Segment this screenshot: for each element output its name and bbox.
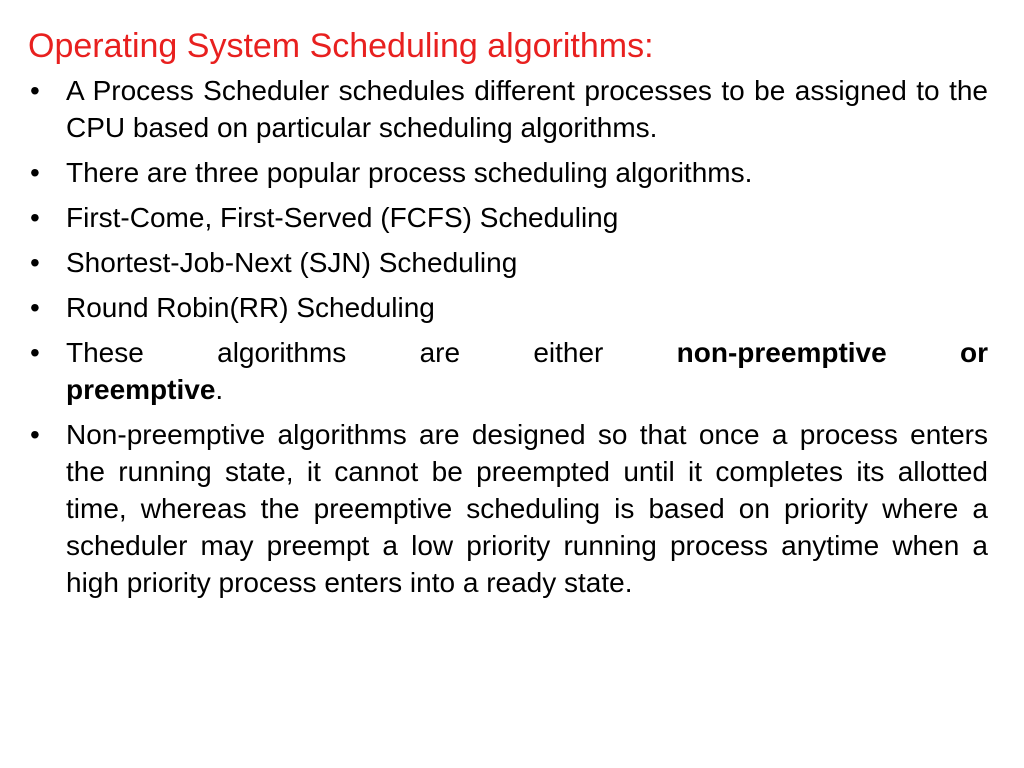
bullet-icon: • — [30, 337, 40, 368]
slide-title: Operating System Scheduling algorithms: — [28, 27, 654, 65]
bullet-text-prefix: These algorithms are either — [66, 337, 677, 368]
bullet-item — [28, 199, 988, 236]
bullet-item — [28, 154, 988, 191]
bullet-text-suffix: . — [215, 374, 224, 405]
bullet-text: A Process Scheduler schedules different processes to be assigned to the CPU based on particular scheduling algorithms. — [66, 75, 988, 143]
bullet-text: First-Come, First-Served (FCFS) Scheduling — [66, 202, 619, 233]
bullet-text-bold: preemptive — [66, 374, 216, 405]
bullet-item — [28, 416, 988, 601]
bullet-item — [28, 244, 988, 281]
bullet-icon: • — [30, 75, 40, 106]
bullet-text: Round Robin(RR) Scheduling — [66, 292, 435, 323]
bullet-item — [28, 289, 988, 326]
bullet-icon: • — [30, 247, 40, 278]
bullet-text — [66, 334, 988, 408]
bullet-item — [28, 72, 988, 146]
bullet-text: There are three popular process scheduling algorithms. — [66, 157, 753, 188]
bullet-icon: • — [30, 157, 40, 188]
bullet-icon: • — [30, 292, 40, 323]
bullet-text-bold: non-preemptive or — [676, 337, 988, 368]
bullet-icon: • — [30, 419, 40, 450]
bullet-text: Non-preemptive algorithms are designed so that once a process enters the running state, it cannot be preempted until it completes its allotted time, whereas the preemptive scheduling is based on priority where a scheduler may preempt a low priority running process anytime when a high priority process enters into a ready state. — [66, 419, 988, 598]
bullet-list — [28, 72, 988, 601]
bullet-icon: • — [30, 202, 40, 233]
bullet-item — [28, 334, 988, 408]
slide — [28, 24, 988, 609]
bullet-text: Shortest-Job-Next (SJN) Scheduling — [66, 247, 518, 278]
